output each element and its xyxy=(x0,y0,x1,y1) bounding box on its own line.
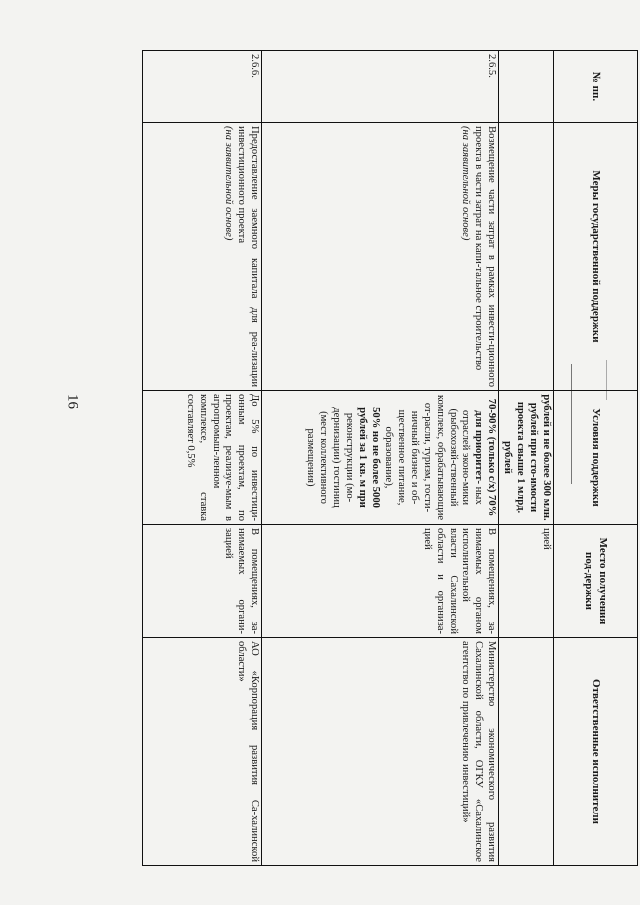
measure-text: Предоставление заемного капитала для реа-лизации инвестиционного проекта xyxy=(236,126,261,387)
cell-conditions-continued: рублей и не более 300 млн. рублей при сто-имости проекта свыше 1 млрд. рублей xyxy=(499,391,554,525)
cell-measure xyxy=(262,123,499,391)
cell-empty xyxy=(499,123,554,391)
measure-note: (на заявительной основе) xyxy=(460,126,472,241)
measure-note: (на заявительной основе) xyxy=(223,126,235,241)
table-row-continuation xyxy=(499,51,554,866)
table-header-row xyxy=(554,51,638,866)
cell-place: В помещениях, за-нимаемых органи-зацией xyxy=(143,525,262,638)
header-responsible: Ответственные исполнители xyxy=(554,638,638,866)
cell-num: 2.6.5. xyxy=(262,51,499,123)
support-measures-table xyxy=(142,50,638,866)
conditions-bold-1: 70-90% (только с/х) 70% для приоритет- xyxy=(473,398,498,517)
rotated-table-container xyxy=(145,50,638,865)
cell-place: В помещениях, за-нимаемых органом исполнительной власти Сахалинской области и организа-цией xyxy=(262,525,499,638)
cell-measure xyxy=(143,123,262,391)
measure-text: Возмещение части затрат в рамках инвести-ционного проекта в части затрат на капи-тальное строительство xyxy=(473,126,498,387)
page-number: 16 xyxy=(64,394,81,409)
cell-responsible: Министерство экономического развития Сахалинской области, ОГКУ «Сахалинское агентство по привлечению инвестиций» xyxy=(262,638,499,866)
header-num: № пп. xyxy=(554,51,638,123)
header-conditions: Условия поддержки xyxy=(554,391,638,525)
table-row xyxy=(143,51,262,866)
conditions-text-2: ных отраслей эконо-мики (рыбохозяй-ственный комплекс, обрабатывающие от-расли, туризм, гости-ничный бизнес и об-щественное питание, образование), xyxy=(382,394,485,521)
cell-num: 2.6.6. xyxy=(143,51,262,123)
cell-empty xyxy=(499,638,554,866)
cell-place-continued: цией xyxy=(499,525,554,638)
cell-responsible: АО «Корпорация развития Са-халинской области» xyxy=(143,638,262,866)
header-place: Место получения под-держки xyxy=(554,525,638,638)
cell-conditions xyxy=(262,391,499,525)
header-measures: Меры государственной поддержки xyxy=(554,123,638,391)
conditions-text-4: реконструкции (мо-дернизации) гостиниц (мест коллективного размещения) xyxy=(305,407,356,508)
cell-empty xyxy=(499,51,554,123)
table-row xyxy=(262,51,499,866)
cell-conditions: До 5% по инвестици-онным проектам, по проектам, реализуе-мым в агропромыш-ленном комплексе, ставка составляет 0,5% xyxy=(143,391,262,525)
conditions-bold-3: 50% но не более 5000 рублей за 1 кв. м при xyxy=(357,407,382,508)
